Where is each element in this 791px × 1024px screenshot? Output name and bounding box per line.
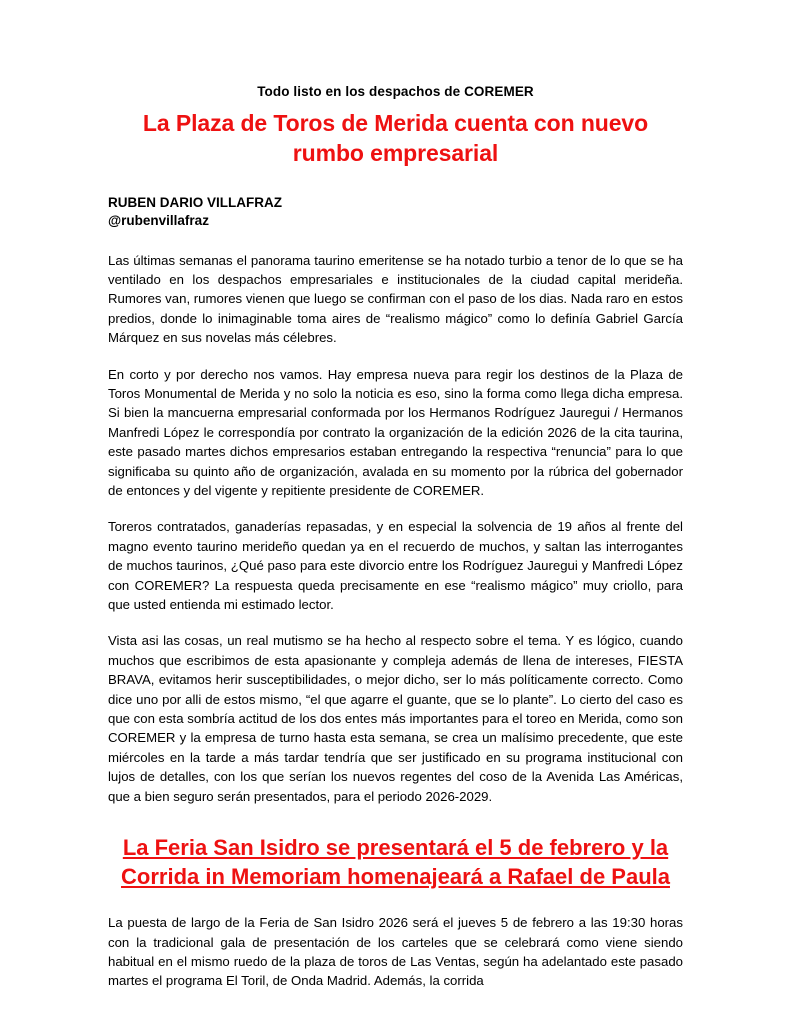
article-paragraph: En corto y por derecho nos vamos. Hay empresa nueva para regir los destinos de la Plaza de Toros Monumental de Merida y no solo la noticia es eso, sino la forma como llega dicha empresa. Si bien la mancuerna empresarial conformada por los Hermanos Rodríguez Jauregui / Hermanos Manfredi López le correspondía por contrato la organización de la edición 2026 de la cita taurina, este pasado martes dichos empresarios estaban entregando la respectiva “renuncia” para lo que significaba su quinto año de organización, avalada en su momento por la rúbrica del gobernador de entonces y del vigente y repitiente presidente de COREMER.: [108, 366, 683, 498]
article-paragraph: Toreros contratados, ganaderías repasadas, y en especial la solvencia de 19 años al frente del magno evento taurino merideño quedan ya en el recuerdo de muchos, y saltan las interrogantes de muchos taurinos, ¿Qué paso para este divorcio entre los Rodríguez Jauregui y Manfredi López con COREMER? La respuesta queda precisamente en ese “realismo mágico” muy criollo, para que usted entienda mi estimado lector.: [108, 519, 683, 612]
article-headline: La Plaza de Toros de Merida cuenta con nuevo rumbo empresarial: [142, 110, 649, 166]
article-paragraph: Las últimas semanas el panorama taurino emeritense se ha notado turbio a tenor de lo que se ha ventilado en los despachos empresariales e institucionales de la ciudad capital merideña. Rumores van, rumores vienen que luego se confirman con el paso de los dias. Nada raro en estos predios, donde lo inimaginable toma aires de “realismo mágico” como lo definía Gabriel García Márquez en sus novelas más célebres.: [108, 252, 683, 346]
byline-author: RUBEN DARIO VILLAFRAZ: [108, 195, 282, 211]
article-sub-headline: La Feria San Isidro se presentará el 5 de febrero y la Corrida in Memoriam homenajeará a Rafael de Paula: [121, 835, 670, 889]
byline-handle: @rubenvillafraz: [108, 213, 209, 229]
article-paragraph: Vista asi las cosas, un real mutismo se ha hecho al respecto sobre el tema. Y es lógico, cuando muchos que escribimos de esta apasionante y compleja además de llena de intereses, FIESTA BRAVA, evitamos herir susceptibilidades, o mejor dicho, ser lo más políticamente correcto. Como dice uno por alli de estos mismo, “el que agarre el guante, que se lo plante”. Lo cierto del caso es que con esta sombría actitud de los dos entes más importantes para el toreo en Merida, como son COREMER y la empresa de turno hasta esta semana, se crea un malísimo precedente, que este miércoles en la tarde a más tardar tendría que ser justificado en su programa institucional con lujos de detalles, con los que serían los nuevos regentes del coso de la Avenida Las Américas, que a bien seguro serán presentados, para el periodo 2026-2029.: [108, 633, 683, 804]
byline: [108, 194, 683, 230]
article-kicker: Todo listo en los despachos de COREMER: [257, 84, 534, 99]
article-closing-paragraph: La puesta de largo de la Feria de San Isidro 2026 será el jueves 5 de febrero a las 19:30 horas con la tradicional gala de presentación de los carteles que se celebrará como viene siendo habitual en el mismo ruedo de la plaza de toros de Las Ventas, según ha adelantado este pasado martes el programa El Toril, de Onda Madrid. Además, la corrida: [108, 915, 683, 989]
